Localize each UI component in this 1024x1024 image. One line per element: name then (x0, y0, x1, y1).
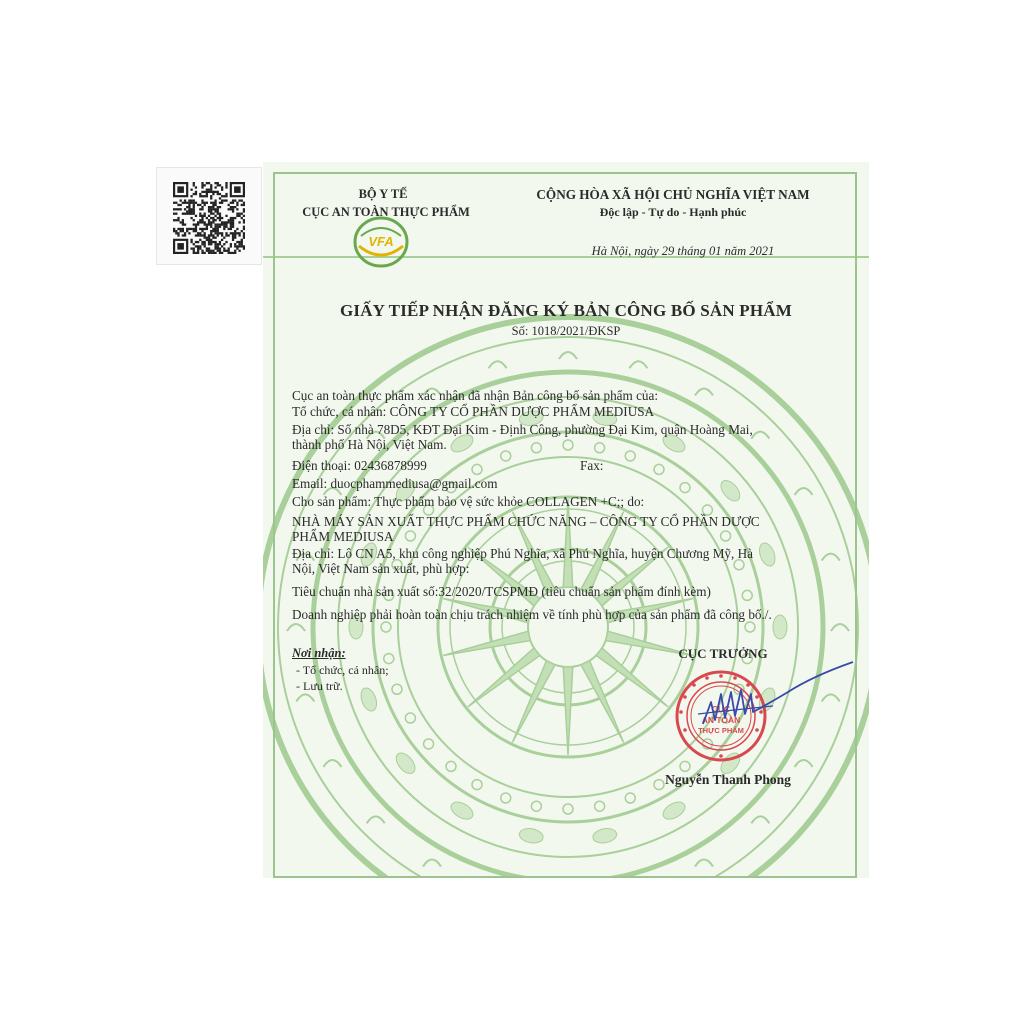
svg-text:CỤC: CỤC (711, 704, 731, 714)
organization-line: Tổ chức, cá nhân: CÔNG TY CỔ PHẦN DƯỢC PHẨM MEDIUSA (292, 404, 655, 419)
place-date: Hà Nội, ngày 29 tháng 01 năm 2021 (591, 244, 775, 258)
recipient-item: - Tổ chức, cá nhân; (296, 663, 389, 677)
standard-line: Tiêu chuẩn nhà sản xuất số:32/2020/TCSPMĐ (tiêu chuẩn sản phẩm đính kèm) (292, 584, 711, 599)
vfa-logo-text: VFA (368, 234, 394, 249)
address-line-2: thành phố Hà Nội, Việt Nam. (292, 437, 447, 452)
svg-text:THỰC PHẨM: THỰC PHẨM (698, 726, 744, 735)
factory-line-2: PHẨM MEDIUSA (292, 529, 394, 544)
address-line-1: Địa chỉ: Số nhà 78D5, KĐT Đại Kim - Định Công, phường Đại Kim, quận Hoàng Mai, (292, 422, 753, 437)
document-number: Số: 1018/2021/ĐKSP (511, 324, 621, 338)
qr-code-icon (173, 182, 245, 254)
certificate-document (263, 162, 869, 878)
fax-line: Fax: (580, 458, 604, 473)
factory-address-line-1: Địa chỉ: Lô CN A5, khu công nghiệp Phú Nghĩa, xã Phú Nghĩa, huyện Chương Mỹ, Hà (292, 546, 753, 561)
vfa-logo (353, 216, 409, 273)
handwritten-signature (693, 654, 863, 749)
agency-name: CỤC AN TOÀN THỰC PHẨM (302, 205, 470, 219)
recipients-heading: Nơi nhận: (292, 646, 346, 660)
signer-name: Nguyễn Thanh Phong (665, 772, 791, 787)
national-motto: Độc lập - Tự do - Hạnh phúc (599, 205, 747, 219)
email-line: Email: duocphammediusa@gmail.com (292, 476, 498, 491)
responsibility-line: Doanh nghiệp phải hoàn toàn chịu trách nhiệm về tính phù hợp của sản phẩm đã công bố./. (292, 607, 772, 622)
factory-line-1: NHÀ MÁY SẢN XUẤT THỰC PHẨM CHỨC NĂNG – CÔNG TY CỔ PHẦN DƯỢC (292, 514, 760, 529)
ministry-name: BỘ Y TẾ (358, 187, 408, 201)
factory-address-line-2: Nội, Việt Nam sản xuất, phù hợp: (292, 561, 470, 576)
document-title: GIẤY TIẾP NHẬN ĐĂNG KÝ BẢN CÔNG BỐ SẢN PHẨM (339, 301, 793, 320)
signer-title: CỤC TRƯỞNG (678, 646, 768, 661)
svg-text:AN TOÀN: AN TOÀN (701, 715, 741, 725)
intro-text: Cục an toàn thực phẩm xác nhận đã nhận Bản công bố sản phẩm của: (292, 388, 659, 403)
phone-line: Điện thoại: 02436878999 (292, 458, 427, 473)
qr-code (156, 167, 262, 265)
product-line: Cho sản phẩm: Thực phẩm bảo vệ sức khỏe COLLAGEN +C;; do: (292, 494, 645, 509)
republic-name: CỘNG HÒA XÃ HỘI CHỦ NGHĨA VIỆT NAM (536, 187, 810, 202)
recipient-item: - Lưu trữ. (296, 679, 343, 693)
